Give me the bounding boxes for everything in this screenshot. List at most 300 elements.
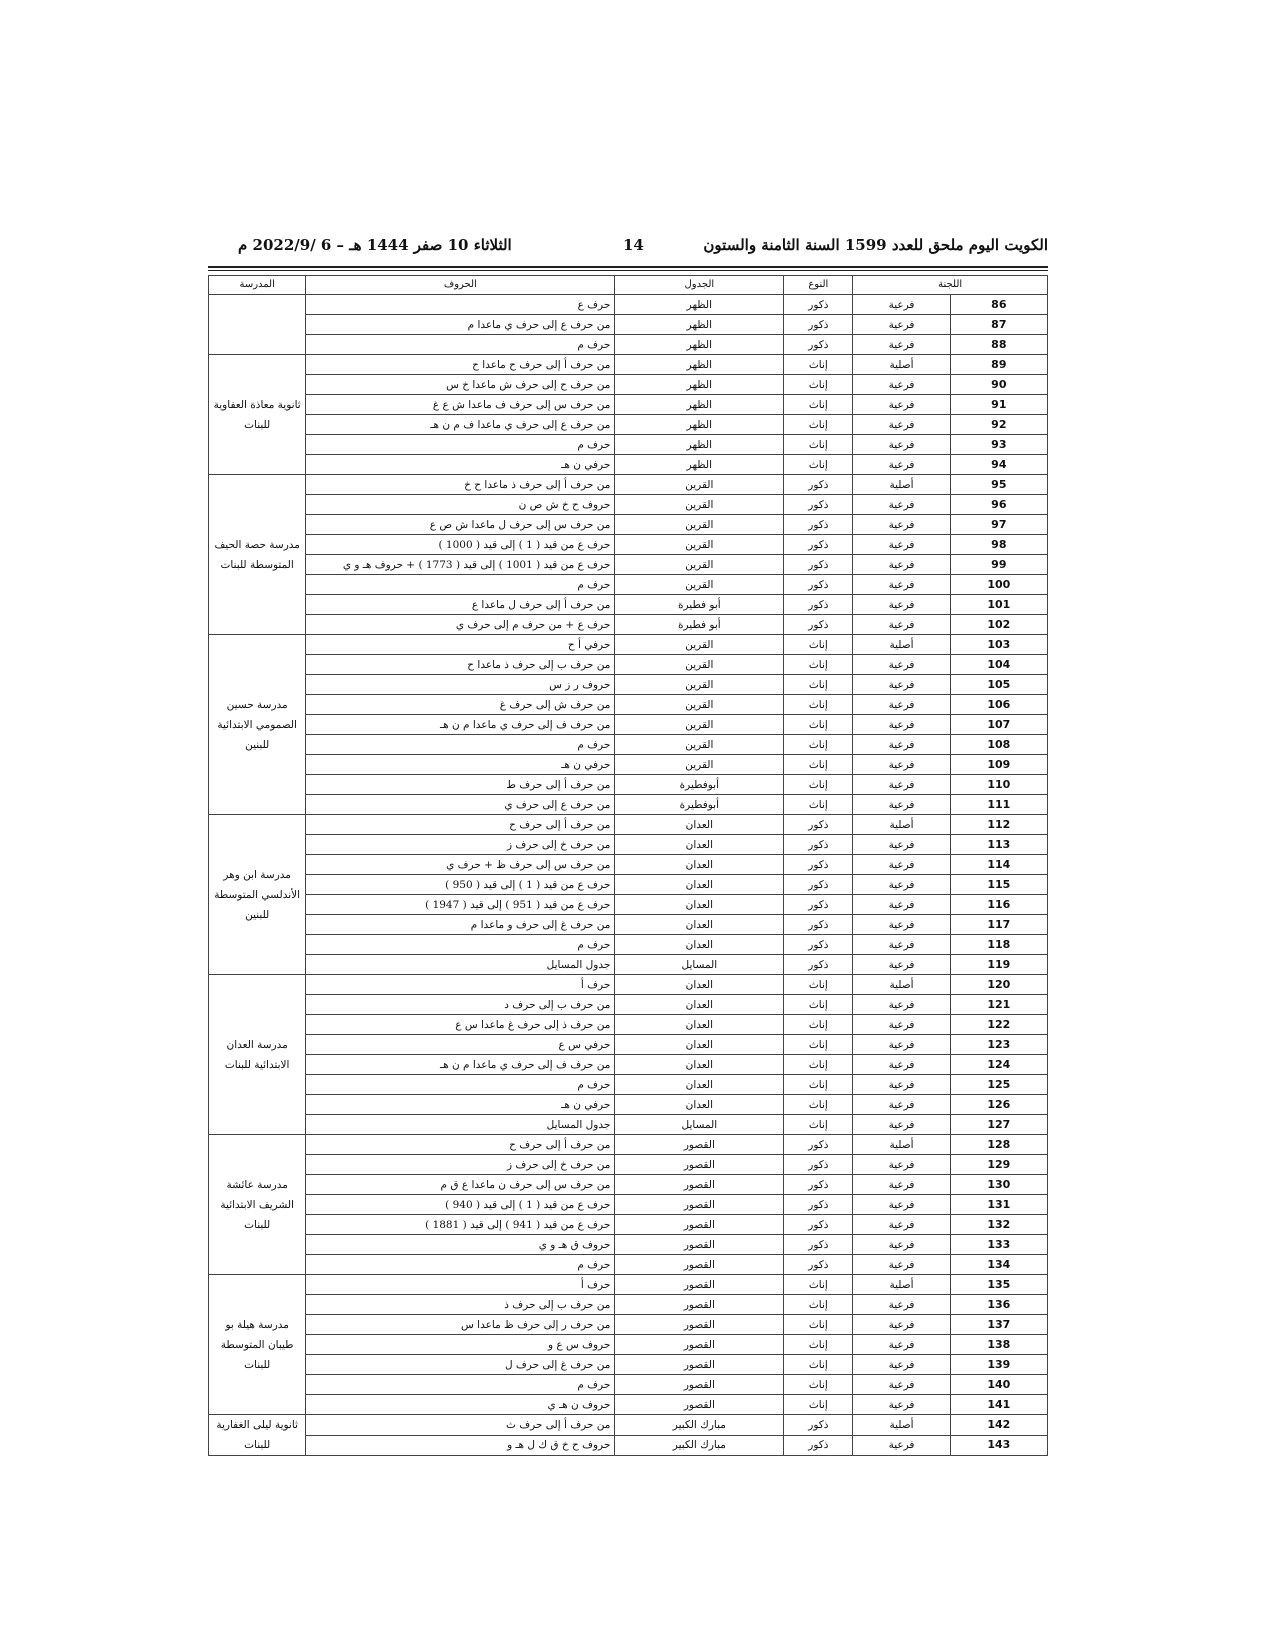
committee-type: فرعية [853, 1095, 950, 1115]
schedule-cell: القرين [615, 635, 784, 655]
col-school: المدرسة [209, 276, 306, 295]
schedule-cell: الظهر [615, 375, 784, 395]
gender-cell: ذكور [784, 955, 853, 975]
committee-type: فرعية [853, 435, 950, 455]
letters-cell: من حرف س إلى حرف ظ + حرف ي [306, 855, 615, 875]
committee-number: 121 [950, 995, 1047, 1015]
committee-type: فرعية [853, 495, 950, 515]
schedule-cell: القصور [615, 1155, 784, 1175]
schedule-cell: القرين [615, 695, 784, 715]
schedule-cell: العدان [615, 1035, 784, 1055]
letters-cell: من حرف ب إلى حرف د [306, 995, 615, 1015]
committee-type: فرعية [853, 915, 950, 935]
letters-cell: من حرف ف إلى حرف ي ماعدا م ن هـ [306, 1055, 615, 1075]
gender-cell: ذكور [784, 1235, 853, 1255]
committee-type: فرعية [853, 375, 950, 395]
schedule-cell: أبوفطيرة [615, 795, 784, 815]
table-row [209, 695, 1048, 715]
gender-cell: إناث [784, 415, 853, 435]
schedule-cell: القصور [615, 1195, 784, 1215]
committee-number: 98 [950, 535, 1047, 555]
letters-cell: حروف ر ز س [306, 675, 615, 695]
committee-number: 128 [950, 1135, 1047, 1155]
committee-type: فرعية [853, 935, 950, 955]
gender-cell: ذكور [784, 315, 853, 335]
page-number: 14 [623, 236, 644, 254]
committee-type: فرعية [853, 315, 950, 335]
schedule-cell: القرين [615, 495, 784, 515]
committee-type: فرعية [853, 1175, 950, 1195]
letters-cell: حروف ح خ ش ص ن [306, 495, 615, 515]
table-row [209, 435, 1048, 455]
letters-cell: من حرف س إلى حرف ن ماعدا ع ق م [306, 1175, 615, 1195]
gender-cell: ذكور [784, 835, 853, 855]
committee-number: 138 [950, 1335, 1047, 1355]
schedule-cell: القرين [615, 475, 784, 495]
letters-cell: من حرف غ إلى حرف و ماعدا م [306, 915, 615, 935]
committee-number: 88 [950, 335, 1047, 355]
committee-number: 141 [950, 1395, 1047, 1415]
committee-type: فرعية [853, 675, 950, 695]
letters-cell: حروف ق هـ و ي [306, 1235, 615, 1255]
committee-type: فرعية [853, 755, 950, 775]
schedule-cell: مبارك الكبير [615, 1435, 784, 1456]
committee-number: 97 [950, 515, 1047, 535]
gender-cell: إناث [784, 355, 853, 375]
gender-cell: إناث [784, 1035, 853, 1055]
table-row [209, 375, 1048, 395]
gender-cell: ذكور [784, 875, 853, 895]
committee-type: فرعية [853, 1355, 950, 1375]
table-row [209, 535, 1048, 555]
letters-cell: من حرف ع إلى حرف ي ماعدا م [306, 315, 615, 335]
schedule-cell: القصور [615, 1215, 784, 1235]
committee-number: 87 [950, 315, 1047, 335]
committee-number: 120 [950, 975, 1047, 995]
page-header [208, 236, 1048, 264]
letters-cell: حرفي ن هـ [306, 755, 615, 775]
committee-number: 133 [950, 1235, 1047, 1255]
committee-number: 93 [950, 435, 1047, 455]
schedule-cell: القرين [615, 655, 784, 675]
committee-number: 135 [950, 1275, 1047, 1295]
committee-type: فرعية [853, 1335, 950, 1355]
gender-cell: ذكور [784, 935, 853, 955]
committee-number: 111 [950, 795, 1047, 815]
letters-cell: حرف ع من قيد ( 1 ) إلى قيد ( 950 ) [306, 875, 615, 895]
table-row [209, 975, 1048, 995]
committee-type: فرعية [853, 855, 950, 875]
committee-number: 115 [950, 875, 1047, 895]
committee-type: فرعية [853, 995, 950, 1015]
committee-type: أصلية [853, 1275, 950, 1295]
committee-type: فرعية [853, 775, 950, 795]
school-cell: مدرسة ابن وهر الأندلسي المتوسطة للبنين [209, 815, 306, 975]
gender-cell: ذكور [784, 1195, 853, 1215]
schedule-cell: العدان [615, 1095, 784, 1115]
letters-cell: حروف ن هـ ي [306, 1395, 615, 1415]
committee-type: فرعية [853, 1155, 950, 1175]
schedule-cell: الظهر [615, 315, 784, 335]
committee-number: 90 [950, 375, 1047, 395]
gender-cell: ذكور [784, 1255, 853, 1275]
letters-cell: من حرف ر إلى حرف ظ ماعدا س [306, 1315, 615, 1335]
table-row [209, 1235, 1048, 1255]
committee-number: 123 [950, 1035, 1047, 1055]
gender-cell: ذكور [784, 495, 853, 515]
table-row [209, 1075, 1048, 1095]
committee-type: فرعية [853, 615, 950, 635]
committee-type: فرعية [853, 1255, 950, 1275]
committee-type: فرعية [853, 735, 950, 755]
table-row [209, 1095, 1048, 1115]
committee-type: فرعية [853, 415, 950, 435]
header-rule-thin [208, 270, 1048, 271]
committee-number: 92 [950, 415, 1047, 435]
committee-type: فرعية [853, 1235, 950, 1255]
gender-cell: إناث [784, 655, 853, 675]
committee-type: فرعية [853, 1035, 950, 1055]
table-row [209, 1115, 1048, 1135]
table-row [209, 1395, 1048, 1415]
letters-cell: حرف ع من قيد ( 1 ) إلى قيد ( 1000 ) [306, 535, 615, 555]
schedule-cell: أبو فطيرة [615, 595, 784, 615]
committee-type: فرعية [853, 515, 950, 535]
letters-cell: من حرف ع إلى حرف ي ماعدا ف م ن هـ [306, 415, 615, 435]
letters-cell: من حرف ع إلى حرف ي [306, 795, 615, 815]
table-row [209, 815, 1048, 835]
gender-cell: ذكور [784, 815, 853, 835]
gender-cell: ذكور [784, 895, 853, 915]
schedule-cell: القرين [615, 575, 784, 595]
gender-cell: إناث [784, 1015, 853, 1035]
gender-cell: ذكور [784, 1135, 853, 1155]
committee-number: 112 [950, 815, 1047, 835]
table-row [209, 655, 1048, 675]
committee-number: 86 [950, 295, 1047, 315]
committee-type: فرعية [853, 895, 950, 915]
schedule-cell: مبارك الكبير [615, 1415, 784, 1436]
committee-type: فرعية [853, 595, 950, 615]
committee-number: 127 [950, 1115, 1047, 1135]
gender-cell: إناث [784, 375, 853, 395]
table-row [209, 955, 1048, 975]
table-row [209, 855, 1048, 875]
committee-number: 110 [950, 775, 1047, 795]
committee-number: 136 [950, 1295, 1047, 1315]
table-row [209, 875, 1048, 895]
letters-cell: حرف ع من قيد ( 951 ) إلى قيد ( 1947 ) [306, 895, 615, 915]
committee-number: 116 [950, 895, 1047, 915]
committee-type: فرعية [853, 1195, 950, 1215]
letters-cell: حرفي أ ح [306, 635, 615, 655]
schedule-cell: القرين [615, 735, 784, 755]
committee-number: 114 [950, 855, 1047, 875]
letters-cell: حرف أ [306, 1275, 615, 1295]
letters-cell: من حرف خ إلى حرف ز [306, 1155, 615, 1175]
gender-cell: إناث [784, 1275, 853, 1295]
letters-cell: من حرف أ إلى حرف ط [306, 775, 615, 795]
committee-number: 129 [950, 1155, 1047, 1175]
committee-type: فرعية [853, 955, 950, 975]
col-schedule: الجدول [615, 276, 784, 295]
table-row [209, 555, 1048, 575]
table-row [209, 995, 1048, 1015]
schedule-cell: القصور [615, 1275, 784, 1295]
letters-cell: جدول المسايل [306, 955, 615, 975]
table-row [209, 635, 1048, 655]
table-row [209, 1375, 1048, 1395]
committee-number: 119 [950, 955, 1047, 975]
letters-cell: من حرف خ إلى حرف ز [306, 835, 615, 855]
schedule-cell: القرين [615, 715, 784, 735]
col-letters: الحروف [306, 276, 615, 295]
committee-type: فرعية [853, 1435, 950, 1456]
letters-cell: جدول المسايل [306, 1115, 615, 1135]
letters-cell: حرف أ [306, 975, 615, 995]
committee-number: 103 [950, 635, 1047, 655]
gender-cell: ذكور [784, 555, 853, 575]
gender-cell: إناث [784, 435, 853, 455]
committee-number: 134 [950, 1255, 1047, 1275]
schedule-cell: القصور [615, 1315, 784, 1335]
gender-cell: إناث [784, 715, 853, 735]
table-row [209, 1015, 1048, 1035]
committee-type: فرعية [853, 1015, 950, 1035]
schedule-cell: القرين [615, 675, 784, 695]
col-gender: النوع [784, 276, 853, 295]
schedule-cell: القصور [615, 1135, 784, 1155]
committee-number: 105 [950, 675, 1047, 695]
gender-cell: إناث [784, 695, 853, 715]
table-row [209, 675, 1048, 695]
committee-number: 107 [950, 715, 1047, 735]
letters-cell: حرف ع من قيد ( 1 ) إلى قيد ( 940 ) [306, 1195, 615, 1215]
gender-cell: ذكور [784, 1175, 853, 1195]
table-row [209, 1195, 1048, 1215]
table-row [209, 595, 1048, 615]
letters-cell: من حرف أ إلى حرف ح [306, 1135, 615, 1155]
schedule-cell: العدان [615, 875, 784, 895]
committee-number: 117 [950, 915, 1047, 935]
committee-number: 100 [950, 575, 1047, 595]
committee-number: 101 [950, 595, 1047, 615]
committee-type: فرعية [853, 655, 950, 675]
letters-cell: من حرف أ إلى حرف ل ماعدا ع [306, 595, 615, 615]
schedule-cell: القرين [615, 555, 784, 575]
schedule-cell: العدان [615, 915, 784, 935]
issue-date: الثلاثاء 10 صفر 1444 هـ – 6 /2022/9 م [238, 236, 512, 254]
letters-cell: من حرف أ إلى حرف ح [306, 815, 615, 835]
schedule-cell: المسايل [615, 955, 784, 975]
letters-cell: من حرف ب إلى حرف ذ ماعدا ح [306, 655, 615, 675]
table-row [209, 1155, 1048, 1175]
letters-cell: حرف م [306, 1255, 615, 1275]
committee-number: 125 [950, 1075, 1047, 1095]
committee-number: 143 [950, 1435, 1047, 1456]
committee-type: أصلية [853, 975, 950, 995]
table-row [209, 1255, 1048, 1275]
committee-type: فرعية [853, 455, 950, 475]
committee-type: فرعية [853, 1375, 950, 1395]
letters-cell: من حرف ش إلى حرف غ [306, 695, 615, 715]
committee-number: 104 [950, 655, 1047, 675]
schedule-cell: الظهر [615, 335, 784, 355]
letters-cell: حروف س ع و [306, 1335, 615, 1355]
table-row [209, 475, 1048, 495]
committee-number: 102 [950, 615, 1047, 635]
committee-type: أصلية [853, 355, 950, 375]
committee-type: فرعية [853, 1115, 950, 1135]
committee-type: أصلية [853, 815, 950, 835]
schedule-cell: الظهر [615, 435, 784, 455]
committee-number: 108 [950, 735, 1047, 755]
table-row [209, 1055, 1048, 1075]
committee-number: 99 [950, 555, 1047, 575]
table-row [209, 315, 1048, 335]
table-row [209, 615, 1048, 635]
committee-number: 113 [950, 835, 1047, 855]
committee-type: فرعية [853, 555, 950, 575]
committee-type: فرعية [853, 1055, 950, 1075]
letters-cell: من حرف س إلى حرف ف ماعدا ش ع غ [306, 395, 615, 415]
gender-cell: إناث [784, 1355, 853, 1375]
letters-cell: حرفي س ع [306, 1035, 615, 1055]
table-row [209, 515, 1048, 535]
schedule-cell: أبوفطيرة [615, 775, 784, 795]
schedule-cell: العدان [615, 975, 784, 995]
gender-cell: إناث [784, 675, 853, 695]
gender-cell: إناث [784, 1395, 853, 1415]
table-row [209, 1215, 1048, 1235]
letters-cell: حرف م [306, 575, 615, 595]
letters-cell: حرف ع من قيد ( 1001 ) إلى قيد ( 1773 ) + حروف هـ و ي [306, 555, 615, 575]
letters-cell: حرف ع من قيد ( 941 ) إلى قيد ( 1881 ) [306, 1215, 615, 1235]
committee-type: أصلية [853, 1135, 950, 1155]
gender-cell: إناث [784, 1095, 853, 1115]
schedule-cell: القصور [615, 1175, 784, 1195]
table-row [209, 915, 1048, 935]
schedule-cell: القصور [615, 1395, 784, 1415]
committee-type: فرعية [853, 1295, 950, 1315]
schedule-cell: الظهر [615, 395, 784, 415]
gender-cell: ذكور [784, 615, 853, 635]
letters-cell: من حرف ذ إلى حرف غ ماعدا س ع [306, 1015, 615, 1035]
schedule-cell: الظهر [615, 455, 784, 475]
committee-number: 106 [950, 695, 1047, 715]
school-cell [209, 295, 306, 355]
committee-number: 139 [950, 1355, 1047, 1375]
table-row [209, 1035, 1048, 1055]
committee-number: 122 [950, 1015, 1047, 1035]
committee-number: 95 [950, 475, 1047, 495]
letters-cell: من حرف ف إلى حرف ي ماعدا م ن هـ [306, 715, 615, 735]
table-row [209, 1275, 1048, 1295]
committee-type: فرعية [853, 535, 950, 555]
publication-title: الكويت اليوم ملحق للعدد 1599 السنة الثامنة والستون [703, 236, 1048, 254]
table-row [209, 775, 1048, 795]
committee-number: 131 [950, 1195, 1047, 1215]
gender-cell: إناث [784, 755, 853, 775]
table-row [209, 755, 1048, 775]
table-row [209, 1435, 1048, 1456]
gender-cell: إناث [784, 455, 853, 475]
school-cell: ثانوية معاذة العفاوية للبنات [209, 355, 306, 475]
letters-cell: حرف ع [306, 295, 615, 315]
gender-cell: ذكور [784, 915, 853, 935]
gender-cell: إناث [784, 1335, 853, 1355]
schedule-cell: الظهر [615, 295, 784, 315]
table-row [209, 295, 1048, 315]
letters-cell: حروف ح خ ق ك ل هـ و [306, 1435, 615, 1456]
letters-cell: من حرف غ إلى حرف ل [306, 1355, 615, 1375]
school-cell: مدرسة حصة الحيف المتوسطة للبنات [209, 475, 306, 635]
committee-number: 137 [950, 1315, 1047, 1335]
committee-type: فرعية [853, 295, 950, 315]
schedule-cell: المسايل [615, 1115, 784, 1135]
school-cell: مدرسة عائشة الشريف الابتدائية للبنات [209, 1135, 306, 1275]
table-row [209, 795, 1048, 815]
letters-cell: حرف م [306, 435, 615, 455]
letters-cell: من حرف أ إلى حرف ذ ماعدا ح خ [306, 475, 615, 495]
letters-cell: من حرف أ إلى حرف ح ماعدا ح [306, 355, 615, 375]
letters-cell: من حرف ب إلى حرف ذ [306, 1295, 615, 1315]
table-row [209, 735, 1048, 755]
committee-number: 142 [950, 1415, 1047, 1436]
schedule-cell: الظهر [615, 355, 784, 375]
gender-cell: ذكور [784, 295, 853, 315]
table-row [209, 895, 1048, 915]
gender-cell: إناث [784, 1295, 853, 1315]
gender-cell: إناث [784, 1075, 853, 1095]
gender-cell: إناث [784, 795, 853, 815]
schedule-cell: القصور [615, 1335, 784, 1355]
gender-cell: إناث [784, 775, 853, 795]
schedule-cell: القصور [615, 1355, 784, 1375]
committee-number: 94 [950, 455, 1047, 475]
schedule-cell: القصور [615, 1295, 784, 1315]
gender-cell: ذكور [784, 335, 853, 355]
table-row [209, 355, 1048, 375]
table-row [209, 1135, 1048, 1155]
table-row [209, 1295, 1048, 1315]
schedule-cell: الظهر [615, 415, 784, 435]
school-cell: مدرسة حسين الصمومي الابتدائية للبنين [209, 635, 306, 815]
table-row [209, 715, 1048, 735]
gender-cell: إناث [784, 1315, 853, 1335]
committee-type: فرعية [853, 695, 950, 715]
committees-table [208, 275, 1048, 1456]
gender-cell: ذكور [784, 1415, 853, 1436]
schedule-cell: العدان [615, 935, 784, 955]
schedule-cell: العدان [615, 815, 784, 835]
committee-type: فرعية [853, 715, 950, 735]
committee-number: 96 [950, 495, 1047, 515]
gender-cell: إناث [784, 1055, 853, 1075]
committee-type: أصلية [853, 475, 950, 495]
col-committee: اللجنة [853, 276, 1048, 295]
letters-cell: حرفي ن هـ [306, 455, 615, 475]
schedule-cell: العدان [615, 1075, 784, 1095]
schedule-cell: العدان [615, 1015, 784, 1035]
gender-cell: ذكور [784, 855, 853, 875]
gender-cell: إناث [784, 635, 853, 655]
table-row [209, 835, 1048, 855]
schedule-cell: القصور [615, 1375, 784, 1395]
committee-number: 118 [950, 935, 1047, 955]
committee-type: فرعية [853, 1075, 950, 1095]
letters-cell: حرف م [306, 735, 615, 755]
